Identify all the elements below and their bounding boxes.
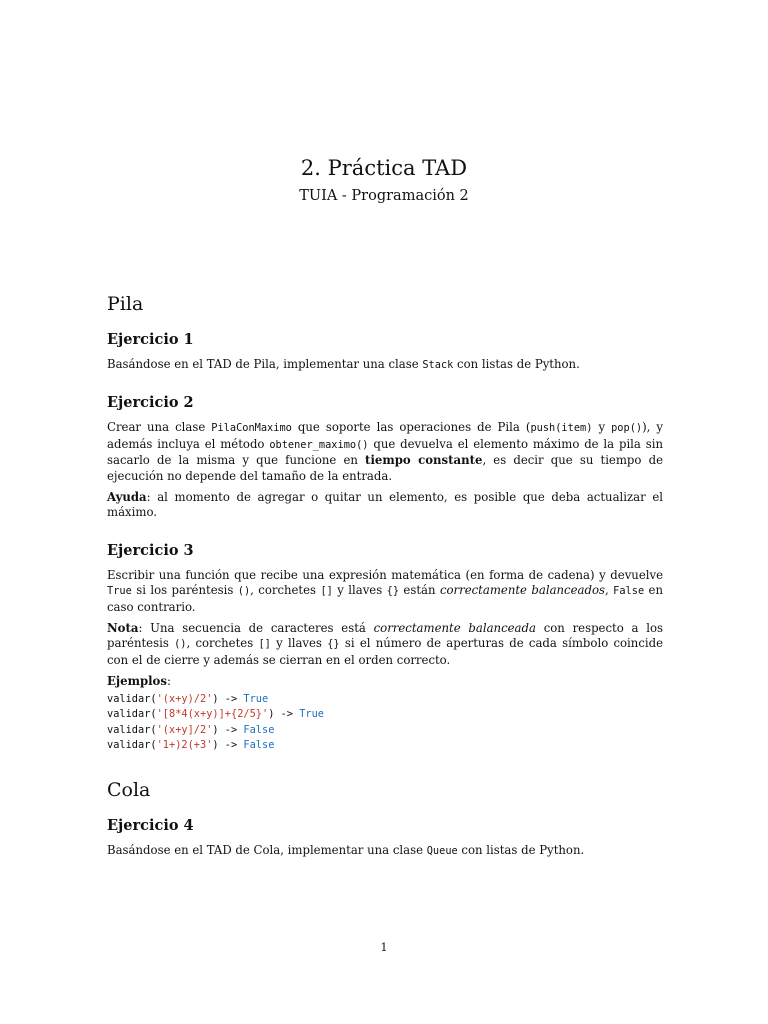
code-line: validar('1+)2(+3') -> False: [107, 739, 275, 752]
note-label: Nota: [107, 621, 139, 636]
inline-code: pop(): [611, 422, 643, 435]
inline-code: Queue: [426, 844, 458, 857]
inline-code: True: [107, 585, 132, 598]
document-body: [107, 290, 663, 865]
inline-code: Stack: [422, 359, 454, 371]
section-title-pila: Pila: [107, 293, 144, 315]
code-line: validar('(x+y)/2') -> True: [107, 692, 269, 705]
inline-code: push(item): [530, 422, 593, 435]
exercise-1-title: Ejercicio 1: [107, 331, 194, 348]
inline-code: PilaConMaximo: [211, 422, 292, 435]
exercise-1-text: Basándose en el TAD de Pila, implementar una clase Stack con listas de Python.: [107, 357, 580, 371]
bold-text: tiempo constante: [365, 453, 483, 468]
exercise-4-text: Basándose en el TAD de Cola, implementar una clase Queue con listas de Python.: [107, 842, 585, 857]
document-subtitle: TUIA - Programación 2: [299, 188, 469, 204]
emphasis-text: correctamente balanceada: [373, 621, 536, 636]
inline-code: []: [320, 585, 333, 598]
exercise-2-hint: Ayuda: al momento de agregar o quitar un elemento, es posible que deba actualizar el máximo.: [107, 490, 663, 520]
code-examples: [107, 692, 663, 754]
inline-code: {}: [386, 585, 400, 598]
inline-code: (): [237, 585, 251, 598]
page-number: 1: [380, 941, 388, 954]
inline-code: {}: [327, 638, 340, 651]
inline-code: obtener_maximo(): [269, 438, 369, 451]
hint-label: Ayuda: [107, 490, 147, 505]
exercise-3-title: Ejercicio 3: [107, 541, 194, 559]
exercise-4-title: Ejercicio 4: [107, 816, 194, 834]
exercise-2-text: Crear una clase PilaConMaximo que soporte las operaciones de Pila (push(item) y pop()), y además incluya el método obtener_maximo() que devuelva el elemento máximo de la pila sin sacarlo de la misma y que funcione en tiempo constante, es decir que su tiempo de ejecución no depende del tamaño de la entrada.: [107, 420, 663, 483]
exercise-3-note: Nota: Una secuencia de caracteres está correctamente balanceada con respecto a los paréntesis (), corchetes [] y llaves {} si el número de aperturas de cada símbolo coincide con el de cierre y además se cierran en el orden correcto.: [107, 621, 663, 667]
examples-label: Ejemplos:: [107, 674, 171, 689]
inline-code: []: [258, 638, 271, 651]
document-title: 2. Práctica TAD: [300, 156, 468, 180]
emphasis-text: correctamente balanceados: [439, 583, 606, 598]
code-line: validar('(x+y]/2') -> False: [107, 723, 275, 736]
inline-code: False: [613, 585, 645, 598]
section-title-cola: Cola: [107, 778, 151, 801]
exercise-2-title: Ejercicio 2: [107, 394, 194, 412]
inline-code: (): [174, 638, 187, 651]
code-line: validar('[8*4(x+y)]+{2/5}') -> True: [107, 708, 325, 721]
exercise-3-text: Escribir una función que recibe una expresión matemática (en forma de cadena) y devuelve True si los paréntesis (), corchetes [] y llaves {} están correctamente balanceados, False en caso contrario.: [107, 567, 663, 614]
